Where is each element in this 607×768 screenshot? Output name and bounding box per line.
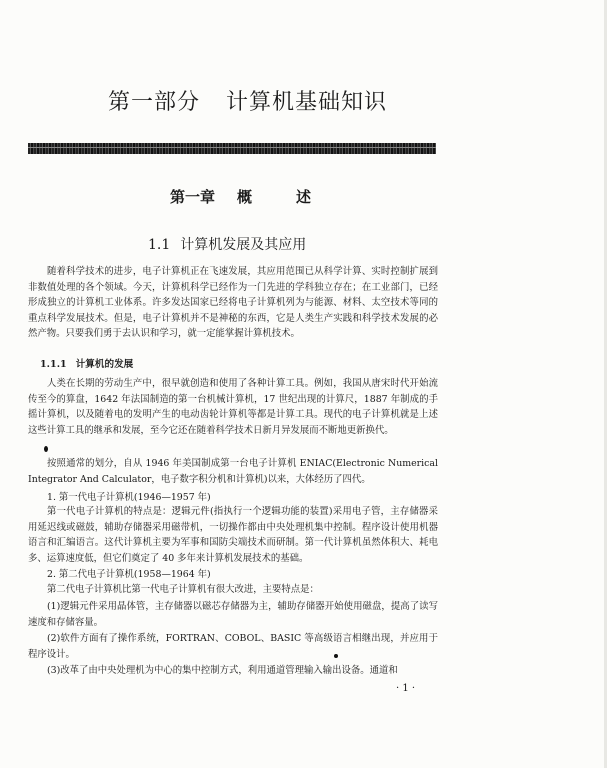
gen1-features-paragraph: 第一代电子计算机的特点是：逻辑元件(指执行一个逻辑功能的装置)采用电子管，主存储器采用延迟线或磁鼓，辅助存储器采用磁带机，一切操作都由中央处理机集中控制。程序设计使用机器语言和汇编语言。这代计算机主要为军事和国防尖端技术而研制。第一代计算机虽然体积大、耗电多、运算速度低，但它们奠定了 40 多年来计算机发展技术的基础。 bbox=[28, 506, 438, 564]
chapter-title bbox=[170, 186, 311, 207]
section-name: 计算机发展及其应用 bbox=[180, 237, 307, 253]
decorative-rule bbox=[28, 143, 436, 154]
subsection-title: 计算机的发展 bbox=[75, 359, 134, 370]
gen2-point-3: (3)改革了由中央处理机为中心的集中控制方式，利用通道管理输入输出设备。通道和 bbox=[47, 665, 398, 676]
history-paragraph-2: 按照通常的划分，自从 1946 年美国制成第一台电子计算机 ENIAC(Electronic Numerical Integrator And Calculator，电子数字积分机和计算机)以来，大体经历了四代。 bbox=[28, 458, 438, 485]
gen2-intro-paragraph: 第二代电子计算机比第一代电子计算机有很大改进，主要特点是： bbox=[47, 584, 319, 595]
subsection-number: 1.1.1 bbox=[40, 359, 67, 370]
chapter-word-2: 述 bbox=[296, 188, 312, 206]
gen2-point-2: (2)软件方面有了操作系统，FORTRAN、COBOL、BASIC 等高级语言相继出现，并应用于程序设计。 bbox=[28, 633, 438, 660]
gen2-point-1: (1)逻辑元件采用晶体管，主存储器以磁芯存储器为主，辅助存储器开始使用磁盘，提高了读写速度和存储容量。 bbox=[28, 601, 438, 628]
scan-speck bbox=[44, 446, 48, 452]
section-title bbox=[148, 234, 306, 254]
page-number: · 1 · bbox=[396, 683, 416, 694]
section-number: 1.1 bbox=[148, 237, 171, 253]
intro-paragraph: 随着科学技术的进步，电子计算机正在飞速发展，其应用范围已从科学计算、实时控制扩展到非数值处理的各个领域。今天，计算机科学已经作为一门先进的学科独立存在；在工业部门，已经形成独立的计算机工业体系。许多发达国家已经将电子计算机列为与能源、材料、太空技术等同的重点科学发展技术。但是，电子计算机并不是神秘的东西，它是人类生产实践和科学技术发展的必然产物。只要我们勇于去认识和学习，就一定能掌握计算机技术。 bbox=[28, 266, 438, 340]
gen2-heading: 2. 第二代电子计算机(1958—1964 年) bbox=[47, 569, 211, 580]
part-name: 计算机基础知识 bbox=[226, 90, 388, 115]
history-paragraph-1: 人类在长期的劳动生产中，很早就创造和使用了各种计算工具。例如，我国从唐宋时代开始流传至今的算盘，1642 年法国制造的第一台机械计算机，17 世纪出现的计算尺，1887 年制成的手摇计算机，以及随着电的发明产生的电动齿轮计算机等都是计算工具。现代的电子计算机就是上述这些计算工具的继承和发展，至今它还在随着科学技术日新月异发展而不断地更新换代。 bbox=[28, 378, 438, 436]
scan-speck bbox=[334, 654, 338, 658]
part-number: 第一部分 bbox=[108, 90, 201, 115]
part-title bbox=[108, 85, 387, 116]
chapter-number: 第一章 bbox=[170, 188, 216, 206]
gen1-heading: 1. 第一代电子计算机(1946—1957 年) bbox=[47, 492, 211, 503]
chapter-word-1: 概 bbox=[237, 188, 253, 206]
subsection-heading bbox=[40, 356, 133, 370]
